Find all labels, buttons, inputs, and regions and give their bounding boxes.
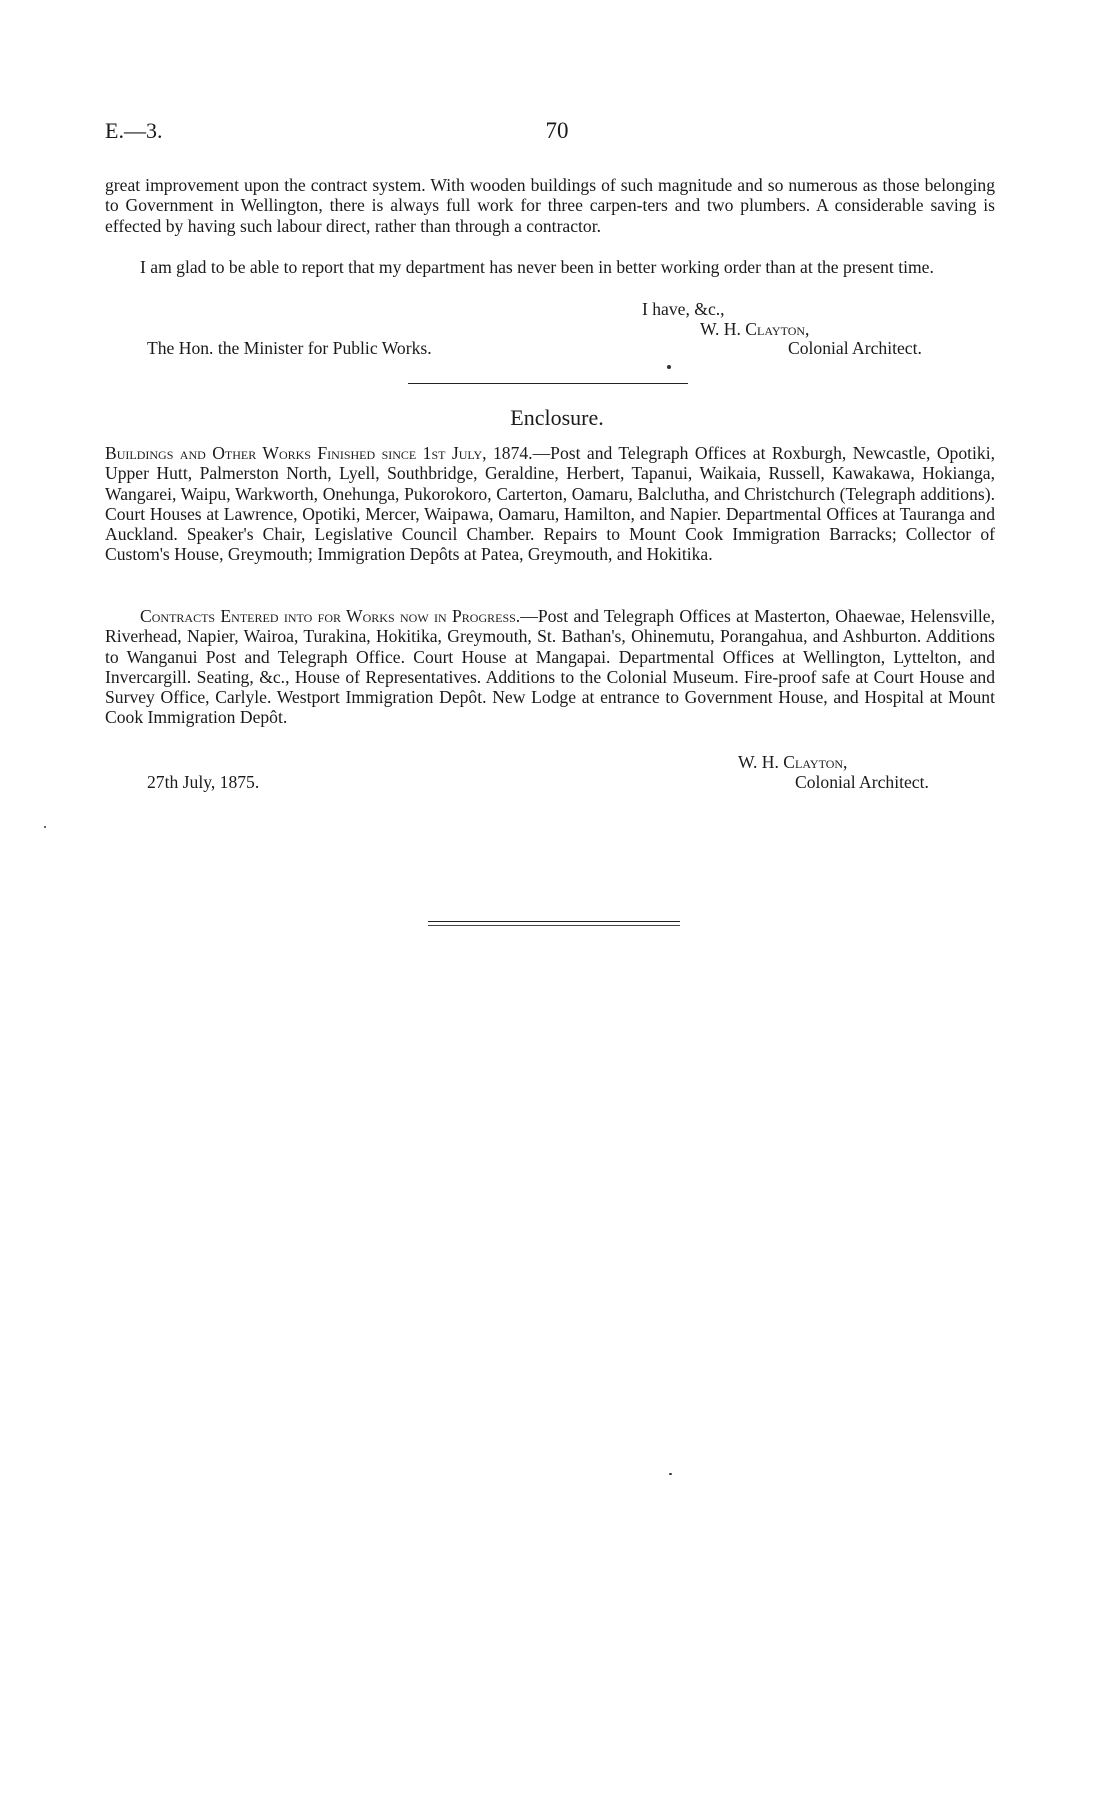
section-1-body: —Post and Telegraph Offices at Roxburgh, Newcastle, Opotiki, Upper Hutt, Palmerston North, Lyell, Southbridge, Geraldine, Herbert, Tapanui, Waikaia, Russell, Kawakawa, Hokianga, Wangarei, Waipu, Warkworth, Onehunga, Pukorokoro, Carterton, Oamaru, Balclutha, and Christchurch (Telegraph additions). Court Houses at Lawrence, Opotiki, Mercer, Waipawa, Oamaru, Hamilton, and Napier. Departmental Offices at Tauranga and Auckland. Speaker's Chair, Legislative Council Chamber. Repairs to Mount Cook Immigration Barracks; Collector of Custom's House, Greymouth; Immigration Depôts at Patea, Greymouth, and Hokitika. [105, 443, 995, 565]
letter-paragraph-1: great improvement upon the contract system. With wooden buildings of such magnitude and so numerous as those belonging to Government in Wellington, there is always full work for three carpen-ters and two plumbers. A considerable saving is effected by having such labour direct, rather than through a contractor. [105, 175, 995, 236]
enclosure-signature-name: W. H. Clayton, [738, 752, 848, 772]
letter-paragraph-2: I am glad to be able to report that my department has never been in better working order than at the present time. [140, 257, 934, 277]
enclosure-signature-title: Colonial Architect. [795, 772, 929, 792]
letter-signature-title: Colonial Architect. [788, 338, 922, 358]
page-number: 70 [545, 118, 569, 143]
enclosure-heading: Enclosure. [510, 405, 604, 430]
end-rule [428, 921, 680, 926]
section-divider [408, 383, 688, 384]
enclosure-date: 27th July, 1875. [147, 772, 260, 792]
section-2-lead: Contracts Entered into for Works now in Progress. [140, 606, 521, 626]
enclosure-section-2 [105, 606, 995, 728]
ink-speck [669, 1473, 672, 1475]
page-header [105, 118, 1009, 148]
letter-addressee: The Hon. the Minister for Public Works. [147, 338, 432, 358]
ink-speck [667, 365, 671, 369]
section-2-body: —Post and Telegraph Offices at Masterton, Ohaewae, Helensville, Riverhead, Napier, Wairoa, Turakina, Hokitika, Greymouth, St. Bathan's, Ohinemutu, Porangahua, and Ashburton. Additions to Wanganui Post and Telegraph Office. Court House at Mangapai. Departmental Offices at Wellington, Lyttelton, and Invercargill. Seating, &c., House of Representatives. Additions to the Colonial Museum. Fire-proof safe at Court House and Survey Office, Carlyle. Westport Immigration Depôt. New Lodge at entrance to Government House, and Hospital at Mount Cook Immigration Depôt. [105, 606, 996, 728]
document-reference: E.—3. [105, 118, 163, 143]
section-1-lead: Buildings and Other Works Finished since 1st July, 1874. [105, 443, 533, 463]
enclosure-section-1 [105, 443, 995, 565]
letter-signature-name: W. H. Clayton, [700, 319, 810, 339]
ink-speck [44, 826, 46, 828]
letter-closing: I have, &c., [642, 299, 725, 319]
